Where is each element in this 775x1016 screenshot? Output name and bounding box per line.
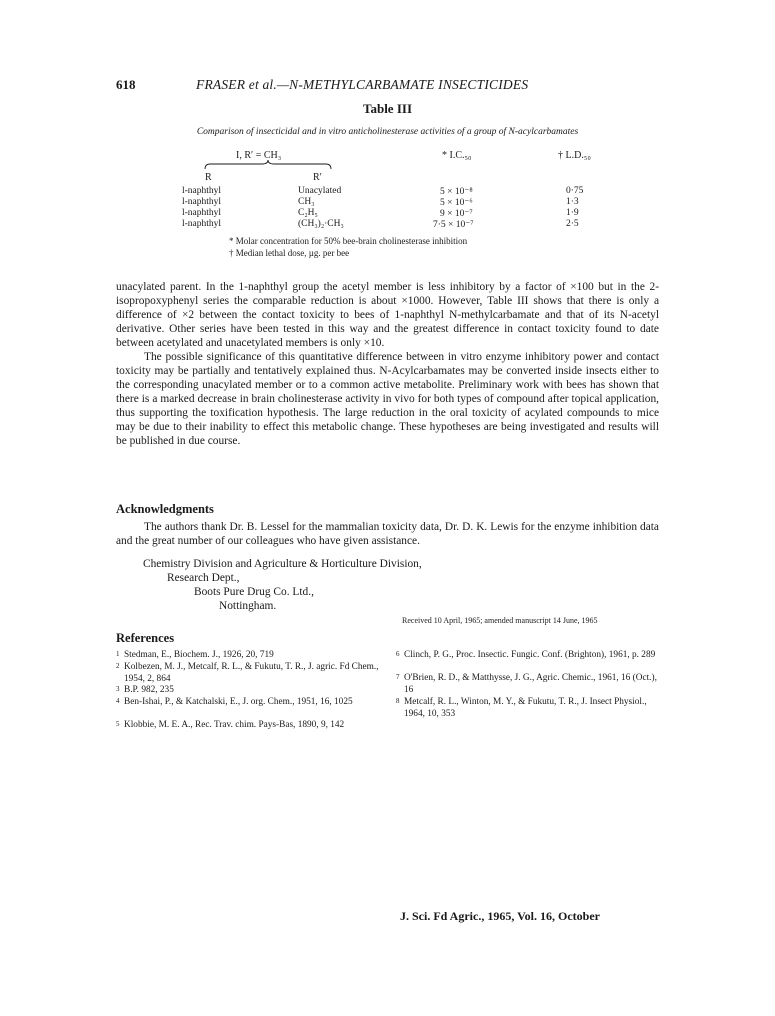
- table-brace: [204, 160, 332, 170]
- cell-r-prime: Unacylated: [298, 186, 342, 196]
- table-caption: Comparison of insecticidal and in vitro anticholinesterase activities of a group of N-acylcarbamates: [196, 127, 579, 137]
- page-number: 618: [116, 77, 136, 92]
- address-line: Nottingham.: [219, 600, 277, 612]
- table-col-ld50: † L.D.₅₀: [558, 150, 591, 161]
- cell-ic50: 5 × 10⁻⁸: [440, 187, 473, 197]
- table-group-header: I, R′ = CH₃: [236, 150, 282, 161]
- table-row: [0, 186, 775, 197]
- table-footnote: † Median lethal dose, µg. per bee: [229, 248, 350, 258]
- table-col-r-prime: R′: [313, 172, 322, 183]
- table-footnote: * Molar concentration for 50% bee-brain cholinesterase inhibition: [229, 236, 468, 246]
- address-line: Boots Pure Drug Co. Ltd.,: [194, 586, 314, 598]
- cell-ld50: 2·5: [566, 219, 579, 229]
- table-row: [0, 197, 775, 208]
- paragraph: The possible significance of this quantitative difference between in vitro enzyme inhibitory power and contact toxicity may be partially and tentatively explained thus. N-Acylcarbamates may be converted inside insects either to the corresponding unacylated member or to a common active metabolite. Preliminary work with bees has shown that there is a marked decrease in brain cholinesterase activity in vivo for both types of compound after topical application, thus supporting the toxification hypothesis. The large reduction in the oral toxicity of acylated compounds to mice may be due to their inability to effect this metabolic change. These hypotheses are being investigated and results will be published in due course.: [116, 351, 659, 447]
- running-title: FRASER et al.—N-METHYLCARBAMATE INSECTICIDES: [196, 77, 529, 92]
- cell-ld50: 1·3: [566, 197, 579, 207]
- cell-r-prime: (CH₃)₂·CH₃: [298, 219, 344, 229]
- cell-r: l-naphthyl: [182, 197, 222, 207]
- table-row: [0, 208, 775, 219]
- cell-ld50: 1·9: [566, 208, 579, 218]
- cell-ic50: 7·5 × 10⁻⁷: [433, 220, 474, 230]
- table-col-r: R: [205, 172, 212, 183]
- cell-ld50: 0·75: [566, 186, 584, 196]
- acknowledgments-text: The authors thank Dr. B. Lessel for the mammalian toxicity data, Dr. D. K. Lewis for the enzyme inhibition data and the great number of our colleagues who have given assistance.: [116, 521, 659, 547]
- references-heading: References: [116, 631, 175, 645]
- address-line: Chemistry Division and Agriculture & Horticulture Division,: [143, 558, 422, 570]
- cell-r: l-naphthyl: [182, 219, 222, 229]
- cell-r-prime: C₂H₅: [298, 208, 318, 218]
- cell-ic50: 5 × 10⁻⁶: [440, 198, 473, 208]
- body-text: [116, 280, 659, 448]
- acknowledgments-heading: Acknowledgments: [116, 502, 214, 516]
- paragraph: unacylated parent. In the 1-naphthyl group the acetyl member is less inhibitory by a factor of ×100 but in the 2-isopropoxyphenyl series the comparable reduction is about ×1000. However, Table III shows that there is only a difference of ×2 between the contact toxicity to bees of 1-naphthyl N-methylcarbamate and that of its N-acetyl derivative. Other series have been tested in this way and the greatest difference in contact toxicity found to date between acetylated and unacetylated members is only ×10.: [116, 281, 659, 349]
- cell-r: l-naphthyl: [182, 186, 222, 196]
- table-title: Table III: [362, 101, 413, 116]
- address-line: Research Dept.,: [167, 572, 240, 584]
- journal-footer: J. Sci. Fd Agric., 1965, Vol. 16, October: [400, 909, 600, 923]
- cell-r-prime: CH₃: [298, 197, 315, 207]
- cell-r: l-naphthyl: [182, 208, 222, 218]
- received-date: Received 10 April, 1965; amended manuscript 14 June, 1965: [402, 616, 598, 625]
- table-row: [0, 219, 775, 230]
- table-col-ic50: * I.C.₅₀: [442, 150, 472, 161]
- cell-ic50: 9 × 10⁻⁷: [440, 209, 473, 219]
